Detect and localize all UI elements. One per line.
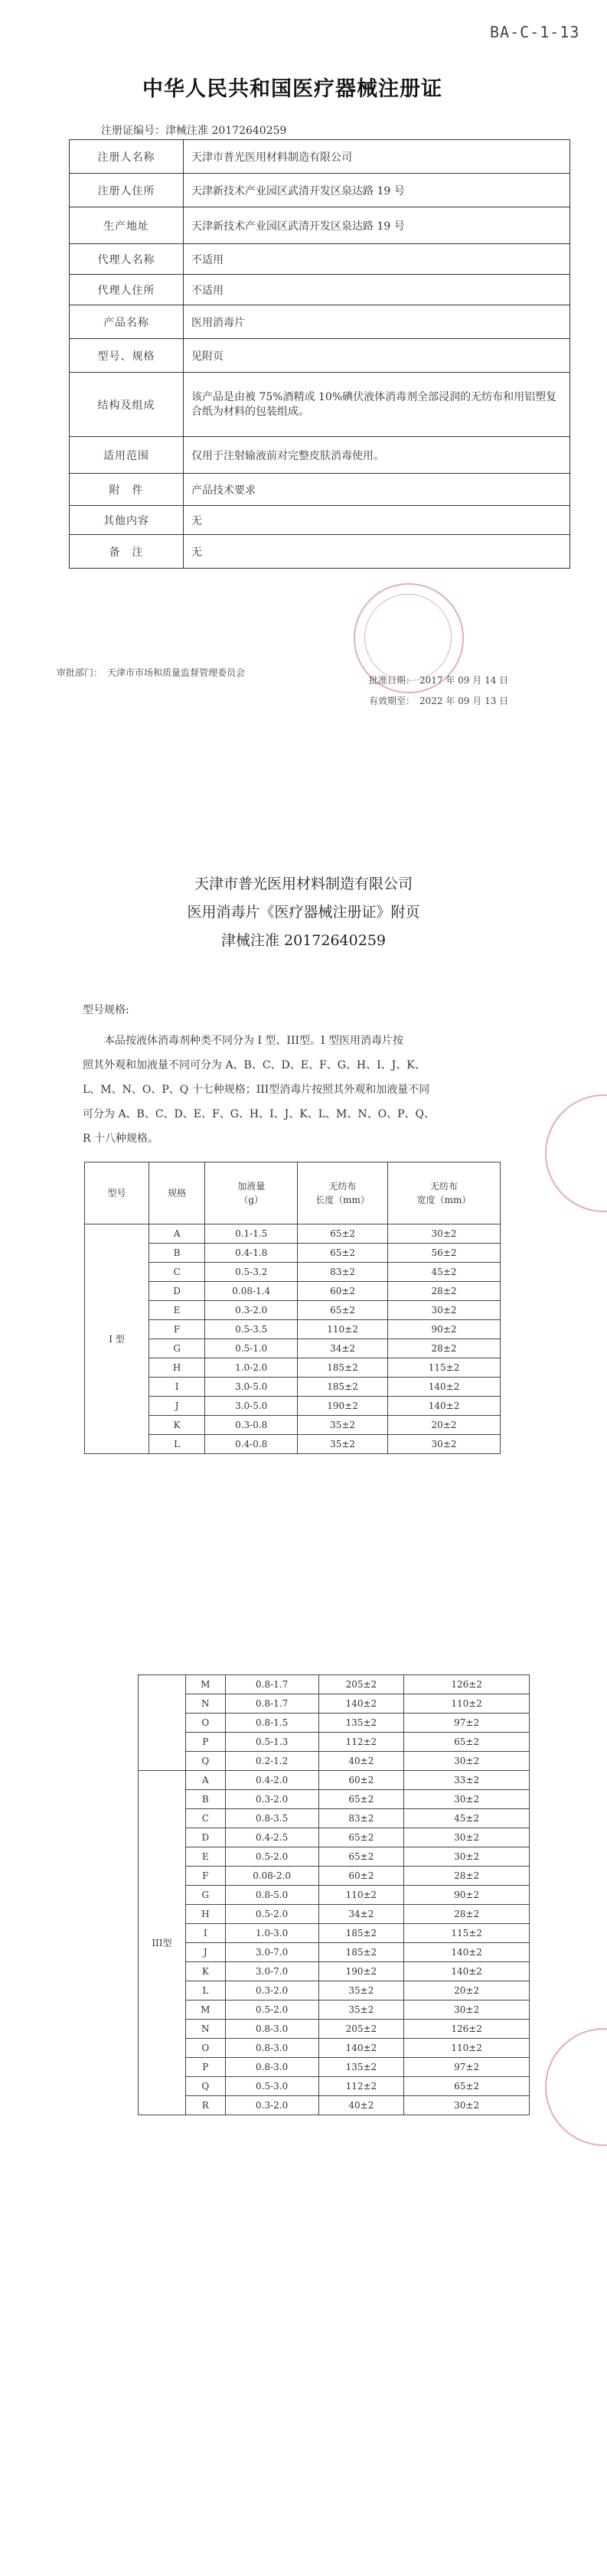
spec-volume: 0.5-2.0 [225,1847,318,1867]
spec-volume: 0.2-1.2 [225,1752,318,1771]
spec-volume: 0.5-2.0 [225,2000,318,2020]
certificate-row-label: 注册人名称 [70,140,184,174]
spec-code: Q [185,1752,225,1771]
spec-length: 185±2 [298,1358,388,1378]
spec-row [139,2077,530,2096]
certificate-row [70,140,570,174]
appendix-registration-number: 津械注准 20172640259 [220,932,386,949]
spec-code: Q [185,2077,225,2096]
section-label: 型号规格: [83,1004,129,1016]
appendix-subtitle: 医用消毒片《医疗器械注册证》附页 [187,904,420,921]
spec-code: E [185,1847,225,1867]
spec-volume: 0.5-3.5 [205,1320,298,1339]
spec-code: K [185,1962,225,1981]
spec-width: 30±2 [404,1847,530,1867]
spec-volume: 0.8-1.7 [225,1694,318,1714]
certificate-row [70,373,570,437]
spec-width: 97±2 [404,1714,530,1733]
certificate-row [70,535,570,569]
spec-width: 30±2 [404,1790,530,1809]
certificate-row-label: 代理人住所 [70,275,184,305]
spec-width: 56±2 [388,1244,501,1263]
spec-length: 65±2 [318,1790,404,1809]
spec-row [139,1828,530,1847]
spec-width: 45±2 [404,1809,530,1828]
approving-authority: 审批部门： 天津市市场和质量监督管理委员会 [57,667,246,678]
spec-code: I [185,1924,225,1943]
spec-code: M [185,1675,225,1694]
spec-width: 110±2 [404,2039,530,2058]
spec-code: C [148,1263,204,1282]
spec-length: 140±2 [318,2039,404,2058]
spec-length: 35±2 [318,1981,404,2000]
spec-width: 65±2 [404,1733,530,1752]
spec-volume: 0.8-1.5 [225,1714,318,1733]
spec-row [139,1694,530,1714]
registration-number [101,122,286,138]
spec-length: 60±2 [318,1867,404,1886]
spec-volume: 0.8-1.7 [225,1675,318,1694]
spec-width: 33±2 [404,1771,530,1790]
spec-length: 112±2 [318,1733,404,1752]
certificate-row [70,437,570,474]
spec-code: L [148,1435,204,1454]
spec-length: 190±2 [298,1397,388,1416]
spec-volume: 0.8-3.0 [225,2020,318,2039]
spec-row [139,1962,530,1981]
spec-length: 205±2 [318,1675,404,1694]
spec-code: J [185,1943,225,1962]
spec-code: A [185,1771,225,1790]
spec-code: A [148,1224,204,1244]
certificate-row-label: 备 注 [70,535,184,569]
spec-row [139,1886,530,1905]
spec-header-spec: 规格 [148,1162,204,1224]
spec-width: 65±2 [404,2077,530,2096]
spec-volume: 0.5-2.0 [225,1905,318,1924]
spec-volume: 0.8-3.5 [225,1809,318,1828]
spec-row [139,1771,530,1790]
certificate-row [70,174,570,207]
spec-row [139,1867,530,1886]
certificate-row-value: 无 [184,535,570,569]
spec-width: 90±2 [388,1320,501,1339]
spec-length: 185±2 [318,1924,404,1943]
spec-row [139,1847,530,1867]
spec-length: 35±2 [298,1435,388,1454]
certificate-row-label: 附 件 [70,474,184,506]
spec-volume: 0.3-2.0 [225,1981,318,2000]
spec-length: 65±2 [298,1301,388,1320]
spec-length: 190±2 [318,1962,404,1981]
paragraph-line: R 十八种规格。 [83,1133,158,1145]
spec-length: 135±2 [318,1714,404,1733]
spec-table-type1 [84,1162,501,1454]
spec-code: D [148,1282,204,1301]
spec-length: 185±2 [298,1378,388,1397]
spec-code: L [185,1981,225,2000]
spec-volume: 0.4-2.5 [225,1828,318,1847]
spec-code: D [185,1828,225,1847]
spec-code: F [185,1867,225,1886]
certificate-row-value: 天津新技术产业园区武清开发区泉达路 19 号 [184,174,570,207]
spec-length: 65±2 [298,1224,388,1244]
spec-row [139,1790,530,1809]
spec-code: O [185,1714,225,1733]
certificate-row [70,244,570,275]
type3-label: III型 [139,1771,186,2115]
certificate-row-label: 注册人住所 [70,174,184,207]
certificate-title: 中华人民共和国医疗器械注册证 [142,77,442,101]
spec-width: 140±2 [388,1397,501,1416]
spec-volume: 3.0-5.0 [205,1397,298,1416]
spec-width: 110±2 [404,1694,530,1714]
certificate-row-value: 无 [184,506,570,535]
side-seal-stamp-page3 [545,2028,607,2146]
spec-code: O [185,2039,225,2058]
spec-code: H [185,1905,225,1924]
spec-header-width: 无纺布 宽度（mm） [388,1162,501,1224]
spec-volume: 0.5-1.3 [225,1733,318,1752]
spec-code: F [148,1320,204,1339]
spec-volume: 0.4-1.8 [205,1244,298,1263]
spec-width: 30±2 [404,1752,530,1771]
spec-width: 140±2 [388,1378,501,1397]
certificate-table [69,139,570,569]
spec-width: 140±2 [404,1962,530,1981]
spec-volume: 0.8-3.0 [225,2058,318,2077]
spec-volume: 0.5-1.0 [205,1339,298,1358]
spec-row [139,1981,530,2000]
spec-code: B [148,1244,204,1263]
spec-length: 110±2 [298,1320,388,1339]
certificate-row-value: 天津新技术产业园区武清开发区泉达路 19 号 [184,207,570,244]
spec-width: 97±2 [404,2058,530,2077]
spec-width: 30±2 [404,2096,530,2115]
spec-code: K [148,1416,204,1435]
spec-length: 65±2 [318,1847,404,1867]
spec-code: J [148,1397,204,1416]
type-description-paragraph [83,1029,534,1151]
spec-header-length: 无纺布 长度（mm） [298,1162,388,1224]
spec-width: 30±2 [388,1301,501,1320]
spec-length: 40±2 [318,1752,404,1771]
certificate-row-value: 医用消毒片 [184,305,570,339]
spec-code: P [185,2058,225,2077]
spec-code: R [185,2096,225,2115]
spec-row [139,1943,530,1962]
registration-number-label: 注册证编号： [101,125,165,137]
spec-length: 112±2 [318,2077,404,2096]
spec-row [139,1809,530,1828]
spec-row [139,2000,530,2020]
spec-length: 83±2 [298,1263,388,1282]
spec-volume: 0.8-5.0 [225,1886,318,1905]
spec-volume: 0.4-0.8 [205,1435,298,1454]
spec-length: 135±2 [318,2058,404,2077]
spec-header-type: 型号 [85,1162,149,1224]
certificate-row [70,506,570,535]
spec-volume: 0.3-2.0 [225,2096,318,2115]
spec-code: I [148,1378,204,1397]
spec-length: 65±2 [298,1244,388,1263]
spec-width: 115±2 [404,1924,530,1943]
certificate-row-label: 代理人名称 [70,244,184,275]
spec-row [85,1224,501,1244]
certificate-row [70,474,570,506]
certificate-row-value: 该产品是由被 75%酒精或 10%碘伏液体消毒剂全部浸润的无纺布和用铝塑复合纸为材料的包装组成。 [184,373,570,437]
certificate-row-value: 仅用于注射输液前对完整皮肤消毒使用。 [184,437,570,474]
spec-row [139,1675,530,1694]
spec-length: 65±2 [318,1828,404,1847]
spec-row [139,1905,530,1924]
spec-table-continued [138,1674,530,2115]
spec-row [139,1733,530,1752]
certificate-row-value: 不适用 [184,275,570,305]
appendix-company: 天津市普光医用材料制造有限公司 [194,876,413,892]
spec-code: B [185,1790,225,1809]
spec-length: 185±2 [318,1943,404,1962]
spec-header-volume: 加液量 （g） [205,1162,298,1224]
spec-volume: 0.5-3.2 [205,1263,298,1282]
spec-width: 45±2 [388,1263,501,1282]
spec-width: 20±2 [404,1981,530,2000]
spec-code: C [185,1809,225,1828]
spec-volume: 0.8-3.0 [225,2039,318,2058]
spec-width: 30±2 [388,1435,501,1454]
spec-volume: 1.0-3.0 [225,1924,318,1943]
spec-width: 126±2 [404,2020,530,2039]
certificate-row-value: 不适用 [184,244,570,275]
certificate-row-label: 其他内容 [70,506,184,535]
certificate-row-label: 型号、规格 [70,339,184,373]
spec-code: G [185,1886,225,1905]
spec-length: 140±2 [318,1694,404,1714]
spec-volume: 0.08-1.4 [205,1282,298,1301]
spec-row [139,1752,530,1771]
spec-row [139,2096,530,2115]
certificate-row [70,339,570,373]
spec-code: P [185,1733,225,1752]
spec-width: 140±2 [404,1943,530,1962]
spec-volume: 1.0-2.0 [205,1358,298,1378]
spec-volume: 0.4-2.0 [225,1771,318,1790]
spec-row [139,2039,530,2058]
spec-width: 20±2 [388,1416,501,1435]
certificate-row-label: 结构及组成 [70,373,184,437]
certificate-row [70,207,570,244]
spec-width: 28±2 [404,1905,530,1924]
spec-width: 126±2 [404,1675,530,1694]
spec-row [139,2058,530,2077]
certificate-row-value: 产品技术要求 [184,474,570,506]
spec-length: 35±2 [318,2000,404,2020]
spec-length: 34±2 [318,1905,404,1924]
spec-length: 60±2 [298,1282,388,1301]
spec-length: 40±2 [318,2096,404,2115]
certificate-row-label: 适用范围 [70,437,184,474]
spec-length: 34±2 [298,1339,388,1358]
corner-handwritten-note: BA-C-1-13 [490,23,580,41]
spec-width: 30±2 [388,1224,501,1244]
spec-volume: 0.08-2.0 [225,1867,318,1886]
official-seal-stamp-inner [364,594,452,681]
spec-volume: 3.0-5.0 [205,1378,298,1397]
side-seal-stamp [545,1094,607,1212]
spec-length: 205±2 [318,2020,404,2039]
spec-row [139,1924,530,1943]
spec-volume: 0.3-0.8 [205,1416,298,1435]
spec-code: G [148,1339,204,1358]
spec-width: 115±2 [388,1358,501,1378]
spec-volume: 3.0-7.0 [225,1962,318,1981]
spec-row [139,1714,530,1733]
spec-code: E [148,1301,204,1320]
certificate-row-label: 产品名称 [70,305,184,339]
spec-code: H [148,1358,204,1378]
paragraph-line: 本品按液体消毒剂种类不同分为 I 型、III型。I 型医用消毒片按 [104,1035,404,1047]
type1-continued-label [139,1675,186,1771]
spec-volume: 3.0-7.0 [225,1943,318,1962]
certificate-row [70,275,570,305]
certificate-row [70,305,570,339]
spec-length: 35±2 [298,1416,388,1435]
spec-code: N [185,1694,225,1714]
spec-width: 30±2 [404,2000,530,2020]
spec-volume: 0.5-3.0 [225,2077,318,2096]
spec-header-row [85,1162,501,1224]
paragraph-line: 可分为 A、B、C、D、E、F、G、H、I、J、K、L、M、N、O、P、Q、 [83,1108,435,1120]
spec-width: 28±2 [388,1339,501,1358]
spec-length: 83±2 [318,1809,404,1828]
spec-code: M [185,2000,225,2020]
spec-length: 60±2 [318,1771,404,1790]
spec-width: 30±2 [404,1828,530,1847]
spec-width: 90±2 [404,1886,530,1905]
registration-number-value: 津械注准 20172640259 [165,125,287,137]
spec-length: 110±2 [318,1886,404,1905]
certificate-row-value: 天津市普光医用材料制造有限公司 [184,140,570,174]
paragraph-line: L、M、N、O、P、Q 十七种规格；III型消毒片按照其外观和加液量不同 [83,1084,430,1096]
type1-label: I 型 [85,1224,149,1454]
spec-volume: 0.3-2.0 [225,1790,318,1809]
spec-volume: 0.3-2.0 [205,1301,298,1320]
spec-row [139,2020,530,2039]
spec-code: N [185,2020,225,2039]
certificate-row-label: 生产地址 [70,207,184,244]
spec-width: 28±2 [388,1282,501,1301]
certificate-row-value: 见附页 [184,339,570,373]
paragraph-line: 照其外观和加液量不同可分为 A、B、C、D、E、F、G、H、I、J、K、 [83,1059,426,1071]
spec-volume: 0.1-1.5 [205,1224,298,1244]
spec-width: 28±2 [404,1867,530,1886]
approval-date: 批准日期： 2017 年 09 月 14 日 [369,675,509,686]
valid-until-date: 有效期至： 2022 年 09 月 13 日 [369,696,509,706]
